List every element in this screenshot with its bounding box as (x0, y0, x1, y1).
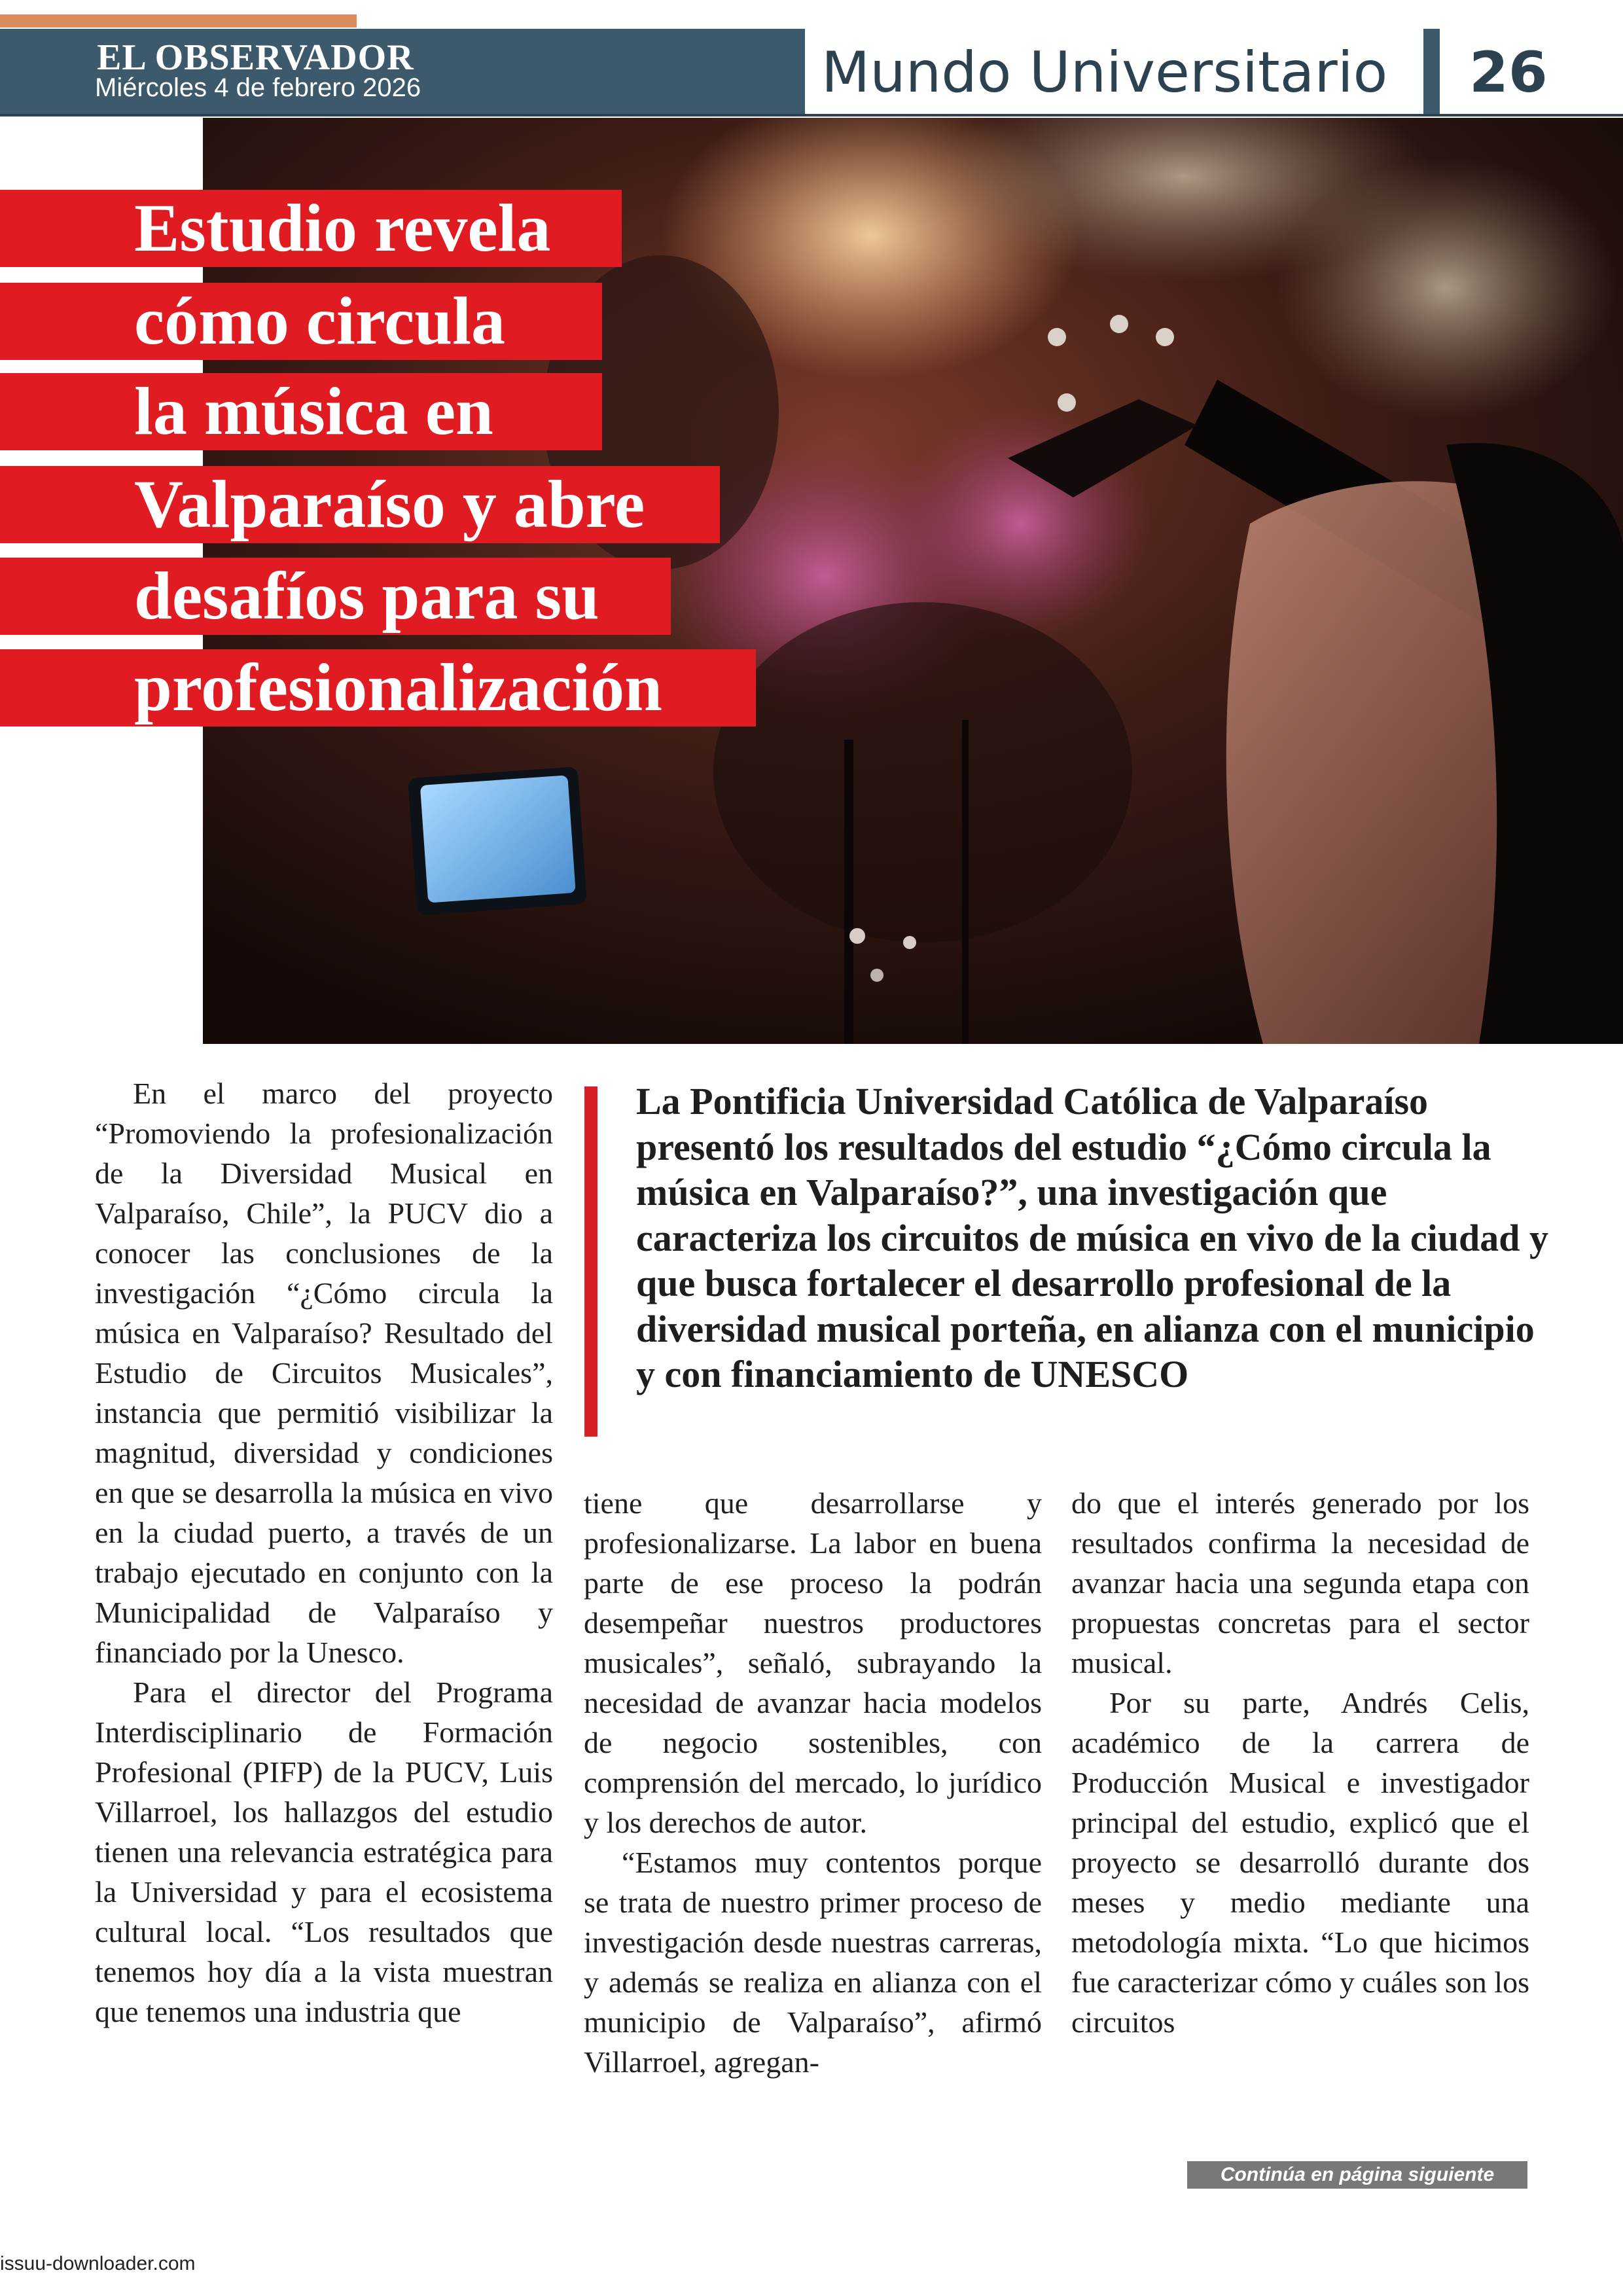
paragraph: Para el director del Programa Interdisciplinario de Formación Profesional (PIFP) de la PUCV, Luis Villarroel, los hallazgos del estudio tienen una relevancia estratégica para la Universidad y para el ecosistema cultural local. “Los resultados que tenemos hoy día a la vista muestran que tenemos una industria que (95, 1676, 553, 2028)
article-column-1 (95, 1073, 553, 2032)
article-lead: La Pontificia Universidad Católica de Valparaíso presentó los resultados del estudio “¿Cómo circula la música en Valparaíso?”, una investigación que caracteriza los circuitos de música en vivo de la ciudad y que busca fortalecer el desarrollo profesional de la diversidad musical porteña, en alianza con el municipio y con financiamiento de UNESCO (636, 1080, 1548, 1395)
headline-line-5: desafíos para su (0, 558, 671, 635)
section-title: Mundo Universitario (821, 40, 1388, 105)
watermark: issuu-downloader.com (0, 2253, 196, 2274)
headline-line-4: Valparaíso y abre (0, 466, 720, 543)
newspaper-name: EL OBSERVADOR (97, 37, 414, 78)
page-number: 26 (1469, 40, 1548, 105)
headline-line-1: Estudio revela (0, 190, 622, 267)
article-column-2 (584, 1483, 1042, 2082)
headline-line-3: la música en (0, 373, 602, 450)
headline-line-2: cómo circula (0, 283, 602, 360)
issue-date: Miércoles 4 de febrero 2026 (95, 73, 421, 102)
headline-line-6: profesionalización (0, 649, 756, 726)
paragraph: Por su parte, Andrés Celis, académico de la carrera de Producción Musical e investigador principal del estudio, explicó que el proyecto se desarrolló durante dos meses y medio mediante una metodología mixta. “Lo que hicimos fue caracterizar cómo y cuáles son los circuitos (1071, 1686, 1529, 2039)
paragraph: “Estamos muy contentos porque se trata de nuestro primer proceso de investigación desde nuestras carreras, y además se realiza en alianza con el municipio de Valparaíso”, afirmó Villarroel, agregan- (584, 1846, 1042, 2079)
paragraph: do que el interés generado por los resultados confirma la necesidad de avanzar hacia una segunda etapa con propuestas concretas para el sector musical. (1071, 1486, 1529, 1679)
header-accent-stripe (0, 14, 357, 27)
article-column-3 (1071, 1483, 1529, 2042)
paragraph: En el marco del proyecto “Promoviendo la profesionalización de la Diversidad Musical en Valparaíso, Chile”, la PUCV dio a conocer las conclusiones de la investigación “¿Cómo circula la música en Valparaíso? Resultado del Estudio de Circuitos Musicales”, instancia que permitió visibilizar la magnitud, diversidad y condiciones en que se desarrolla la música en vivo en la ciudad puerto, a través de un trabajo ejecutado en conjunto con la Municipalidad de Valparaíso y financiado por la Unesco. (95, 1077, 553, 1669)
paragraph: tiene que desarrollarse y profesionalizarse. La labor en buena parte de ese proceso la podrán desempeñar nuestros productores musicales”, señaló, subrayando la necesidad de avanzar hacia modelos de negocio sostenibles, con comprensión del mercado, lo jurídico y los derechos de autor. (584, 1486, 1042, 1839)
continue-next-page-label: Continúa en página siguiente (1187, 2161, 1527, 2189)
lead-accent-bar (584, 1086, 597, 1437)
